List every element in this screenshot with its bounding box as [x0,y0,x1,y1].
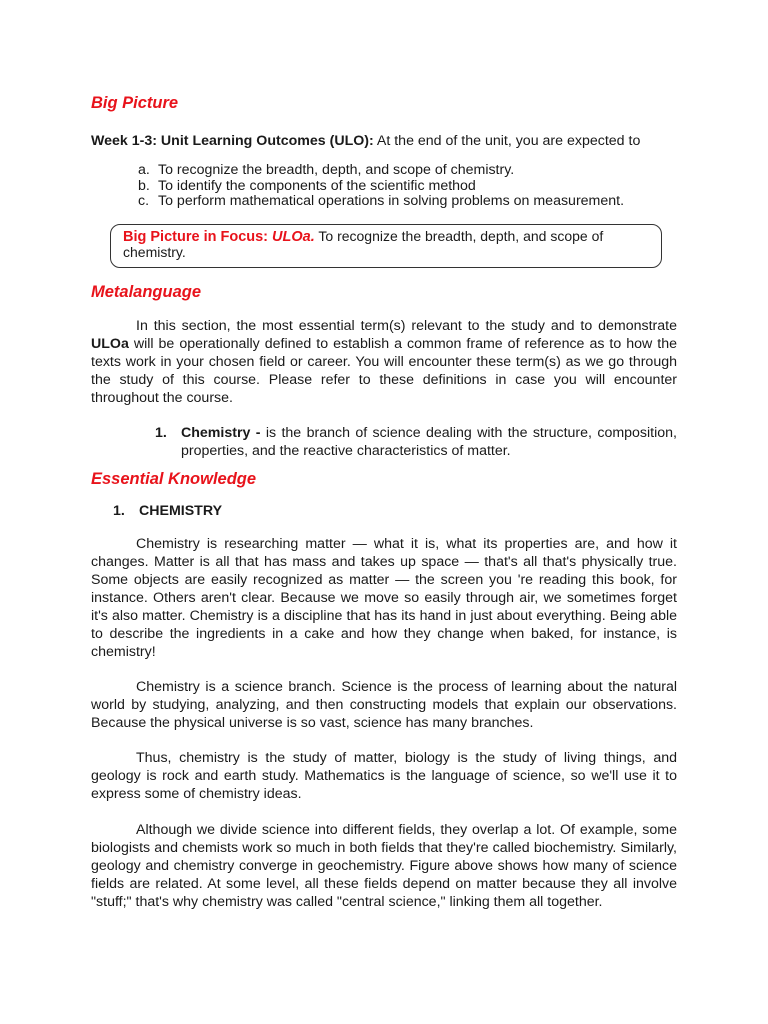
focus-ulo: ULOa. [272,229,315,245]
metalanguage-intro [91,317,677,407]
section-title-text: CHEMISTRY [139,503,223,519]
paragraph-overlap: Although we divide science into different fields, they overlap a lot. Of example, some biologists and chemists work so much in both fields that they're called biochemistry. Similarly, geology and chemistry converge in geochemistry. Figure above shows how many of science fields are related. At some level, all these fields depend on matter because they all involve "stuff;" that's why chemistry was called "central science," linking them all together. [91,822,677,910]
essential-knowledge-heading: Essential Knowledge [91,470,257,488]
focus-content [123,229,649,260]
list-item [138,194,624,210]
focus-text: To recognize the breadth, depth, and scope of chemistry. [123,228,604,260]
list-marker: c. [138,193,150,209]
big-picture-heading: Big Picture [91,94,179,112]
section-number: 1. [113,503,125,519]
intro-bold: ULOa [91,336,129,352]
ulo-list [138,163,624,210]
focus-box [110,224,662,268]
list-item-text: To recognize the breadth, depth, and scope of chemistry. [158,162,515,178]
list-item-text: To identify the components of the scientific method [158,177,476,194]
list-item-text: To perform mathematical operations in solving problems on measurement. [158,193,625,209]
focus-label: Big Picture in Focus: [123,229,273,245]
paragraph-chemistry-matter: Chemistry is researching matter — what it is, what its properties are, and how it changes. Matter is all that has mass and takes up space — that's all that's physically true. Some objects are easily recognized as matter — the screen you 're reading this book, for instance. Others aren't clear. Because we move so easily through air, we sometimes forget it's also matter. Chemistry is a discipline that has its hand in just about everything. Being able to describe the ingredients in a cake and how they change when baked, for instance, is chemistry! [91,536,677,660]
metalanguage-heading: Metalanguage [91,283,202,301]
list-item [138,163,624,179]
paragraph-fields-of-study: Thus, chemistry is the study of matter, biology is the study of living things, and geology is rock and earth study. Mathematics is the language of science, so we'll use it to express some of chemistry ideas. [91,750,677,802]
ulo-intro [91,132,691,150]
intro-start: In this section, the most essential term(s) relevant to the study and to demonstrate [136,318,677,334]
ulo-week-label: Week 1-3: Unit Learning Outcomes (ULO): [91,133,374,149]
ulo-week-text: At the end of the unit, you are expected to [373,133,641,149]
list-marker: b. [138,177,150,194]
section-title [113,502,222,520]
term-body [181,424,677,460]
list-item [138,179,624,195]
intro-end: will be operationally defined to establish a common frame of reference as to how the texts work in your chosen field or career. You will encounter these term(s) as we go through the study of this course. Please refer to these definitions in case you will encounter throughout the course. [91,336,677,406]
term-number: 1. [155,425,167,441]
paragraph-science-branch: Chemistry is a science branch. Science is the process of learning about the natural world by studying, analyzing, and then constructing models that explain our observations. Because the physical universe is so vast, science has many branches. [91,679,677,731]
term-definition-item [155,424,677,460]
term-name: Chemistry - [181,425,266,441]
term-definition: is the branch of science dealing with the structure, composition, properties, and the reactive characteristics of matter. [181,425,677,459]
list-marker: a. [138,162,150,178]
